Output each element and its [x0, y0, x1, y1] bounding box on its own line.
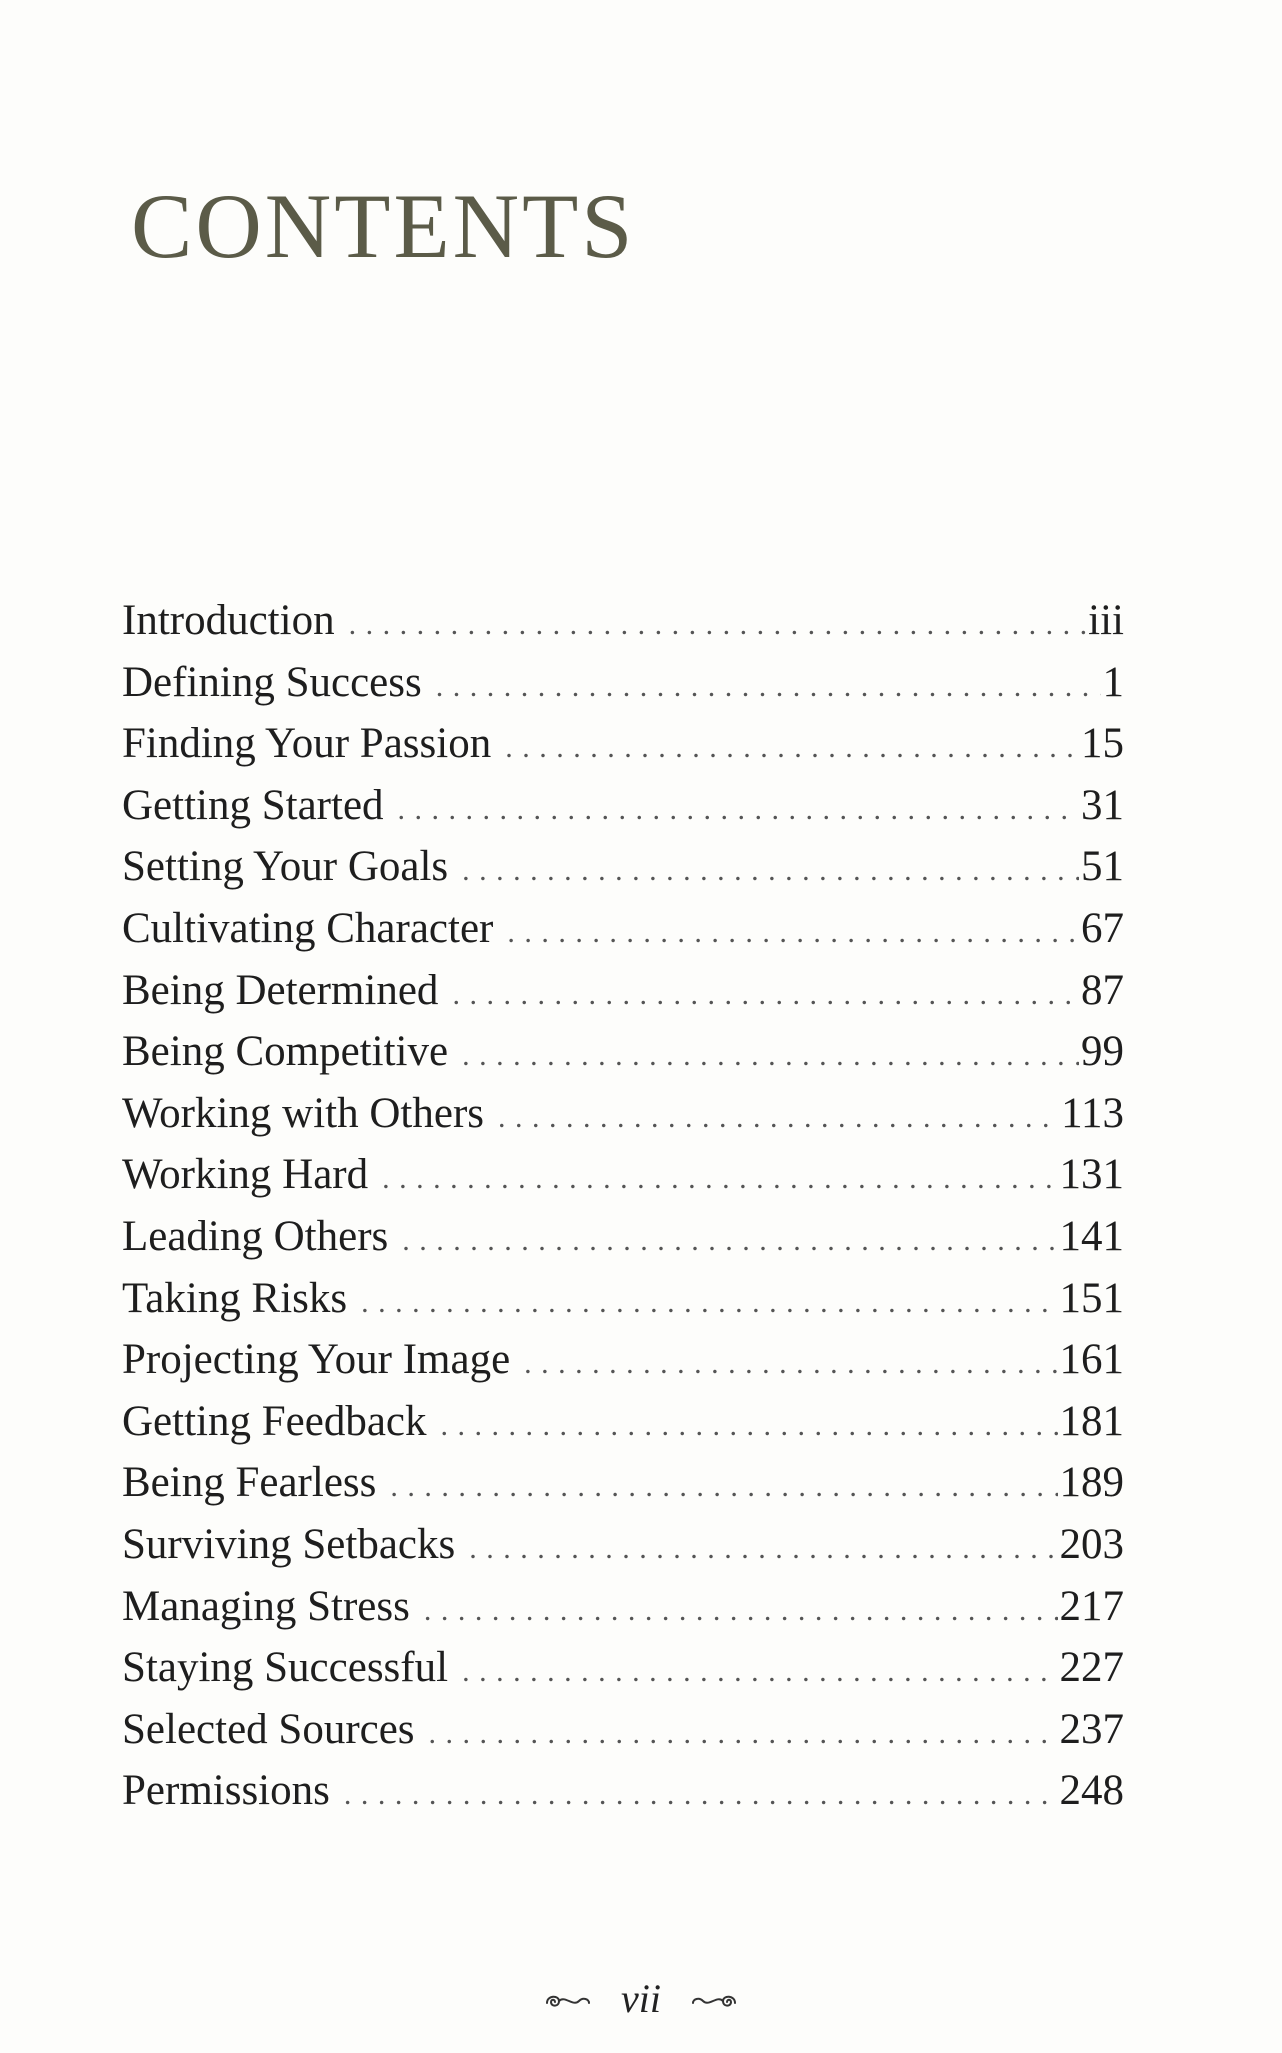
toc-entry	[122, 1268, 1124, 1330]
toc-entry-title: Projecting Your Image	[122, 1336, 511, 1384]
dot-leader	[462, 1025, 1079, 1087]
toc-entry-title: Being Competitive	[122, 1028, 449, 1076]
toc-entry	[122, 1144, 1124, 1206]
toc-entry-page: 15	[1081, 720, 1124, 768]
dot-leader	[462, 840, 1079, 902]
toc-entry-title: Selected Sources	[122, 1705, 415, 1753]
toc-entry-title: Permissions	[122, 1767, 330, 1815]
dot-leader	[382, 1148, 1057, 1210]
toc-entry	[122, 1576, 1124, 1638]
toc-entry	[122, 652, 1124, 714]
table-of-contents	[122, 590, 1124, 1822]
ornament-right-icon	[689, 1984, 739, 2022]
toc-entry-page: 87	[1081, 966, 1124, 1014]
toc-entry-page: 203	[1059, 1520, 1124, 1568]
toc-entry	[122, 1083, 1124, 1145]
ornament-left-icon	[543, 1984, 593, 2022]
toc-entry	[122, 590, 1124, 652]
toc-entry-page: 67	[1081, 904, 1124, 952]
toc-entry-page: 189	[1059, 1459, 1124, 1507]
toc-entry-title: Finding Your Passion	[122, 720, 492, 768]
dot-leader	[452, 964, 1079, 1026]
dot-leader	[524, 1333, 1057, 1395]
toc-entry-page: 227	[1059, 1644, 1124, 1692]
toc-entry-page: 248	[1059, 1767, 1124, 1815]
toc-entry-title: Being Determined	[122, 966, 439, 1014]
toc-entry-title: Working Hard	[122, 1151, 369, 1199]
dot-leader	[349, 594, 1087, 656]
toc-entry	[122, 1021, 1124, 1083]
toc-entry-page: iii	[1088, 597, 1124, 644]
toc-entry	[122, 1637, 1124, 1699]
toc-entry-page: 99	[1081, 1028, 1124, 1076]
toc-entry-title: Cultivating Character	[122, 904, 494, 952]
dot-leader	[505, 717, 1079, 779]
dot-leader	[344, 1764, 1058, 1826]
toc-entry	[122, 960, 1124, 1022]
dot-leader	[361, 1272, 1057, 1334]
page-footer	[0, 1975, 1282, 2022]
toc-entry	[122, 898, 1124, 960]
toc-entry-title: Surviving Setbacks	[122, 1520, 456, 1568]
toc-entry	[122, 1760, 1124, 1822]
toc-entry	[122, 1206, 1124, 1268]
toc-entry-page: 1	[1102, 658, 1124, 706]
toc-entry-page: 217	[1059, 1582, 1124, 1630]
dot-leader	[424, 1580, 1058, 1642]
toc-entry	[122, 836, 1124, 898]
toc-entry	[122, 1514, 1124, 1576]
dot-leader	[441, 1395, 1058, 1457]
toc-entry	[122, 1329, 1124, 1391]
toc-entry-title: Setting Your Goals	[122, 843, 449, 891]
toc-entry-title: Introduction	[122, 597, 335, 644]
toc-entry-title: Taking Risks	[122, 1274, 348, 1322]
dot-leader	[390, 1456, 1057, 1518]
toc-entry-title: Staying Successful	[122, 1644, 449, 1692]
dot-leader	[507, 902, 1079, 964]
dot-leader	[498, 1087, 1059, 1149]
dot-leader	[462, 1641, 1057, 1703]
toc-entry-title: Working with Others	[122, 1089, 484, 1137]
dot-leader	[398, 779, 1079, 841]
toc-entry-page: 237	[1059, 1705, 1124, 1753]
toc-entry-page: 131	[1059, 1151, 1124, 1199]
toc-entry-title: Getting Started	[122, 781, 384, 829]
dot-leader	[402, 1210, 1057, 1272]
toc-entry-title: Managing Stress	[122, 1582, 410, 1630]
toc-entry-page: 161	[1059, 1336, 1124, 1384]
toc-entry	[122, 1391, 1124, 1453]
toc-entry	[122, 1699, 1124, 1761]
dot-leader	[429, 1703, 1058, 1765]
toc-entry	[122, 1452, 1124, 1514]
toc-entry-title: Leading Others	[122, 1212, 389, 1260]
page-number: vii	[621, 1976, 661, 2021]
toc-entry-page: 31	[1081, 781, 1124, 829]
dot-leader	[436, 656, 1101, 718]
toc-entry-title: Getting Feedback	[122, 1397, 427, 1445]
dot-leader	[469, 1518, 1057, 1580]
toc-entry-page: 113	[1061, 1089, 1124, 1137]
toc-entry-page: 181	[1059, 1397, 1124, 1445]
toc-entry-title: Defining Success	[122, 658, 422, 706]
toc-entry-page: 141	[1059, 1212, 1124, 1260]
toc-entry	[122, 775, 1124, 837]
toc-entry-page: 51	[1081, 843, 1124, 891]
toc-entry-page: 151	[1059, 1274, 1124, 1322]
toc-entry-title: Being Fearless	[122, 1459, 377, 1507]
page-title: CONTENTS	[131, 175, 636, 277]
toc-entry	[122, 713, 1124, 775]
